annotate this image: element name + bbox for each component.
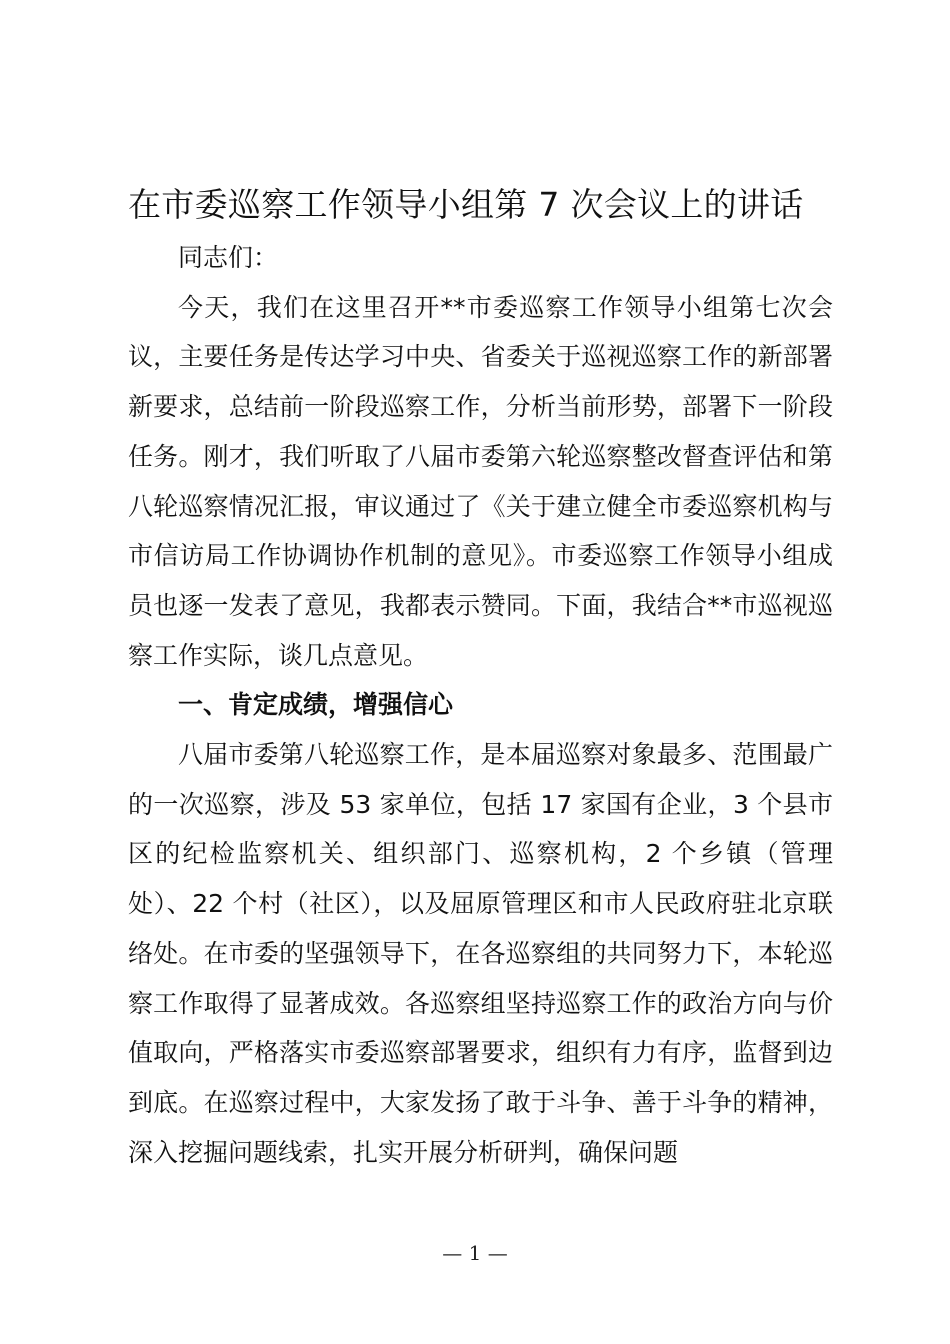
section-heading: 一、肯定成绩，增强信心 <box>178 690 454 720</box>
section-paragraph: 八届市委第八轮巡察工作，是本届巡察对象最多、范围最广的一次巡察，涉及 53 家单位，包括 17 家国有企业，3 个县市区的纪检监察机关、组织部门、巡察机构，2 个乡镇（管理处）、22 个村（社区），以及屈原管理区和市人民政府驻北京联络处。在市委的坚强领导下，在各巡察组的共同努力下，本轮巡察工作取得了显著成效。各巡察组坚持巡察工作的政治方向与价值取向，严格落实市委巡察部署要求，组织有力有序，监督到边到底。在巡察过程中，大家发扬了敢于斗争、善于斗争的精神，深入挖掘问题线索，扎实开展分析研判，确保问题 <box>128 740 833 1167</box>
intro-paragraph: 今天，我们在这里召开**市委巡察工作领导小组第七次会议，主要任务是传达学习中央、省委关于巡视巡察工作的新部署新要求，总结前一阶段巡察工作，分析当前形势，部署下一阶段任务。刚才，我们听取了八届市委第六轮巡察整改督查评估和第八轮巡察情况汇报，审议通过了《关于建立健全市委巡察机构与市信访局工作协调协作机制的意见》。市委巡察工作领导小组成员也逐一发表了意见，我都表示赞同。下面，我结合**市巡视巡察工作实际，谈几点意见。 <box>128 292 833 670</box>
page-number: — 1 — <box>442 1241 508 1265</box>
document-body <box>128 233 833 1177</box>
document-title: 在市委巡察工作领导小组第 7 次会议上的讲话 <box>128 185 804 224</box>
salutation-paragraph: 同志们： <box>178 243 279 272</box>
